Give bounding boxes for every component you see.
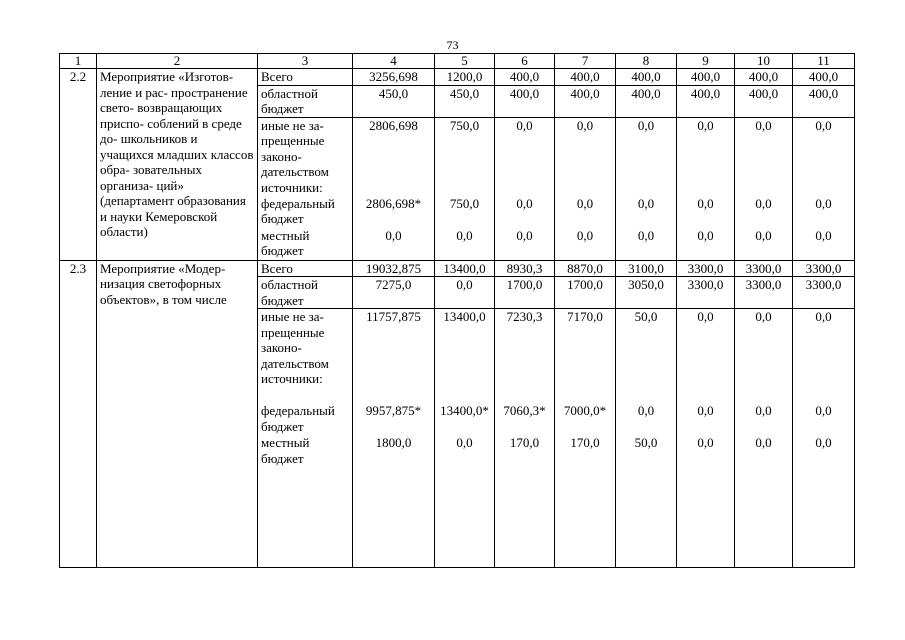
amount-cell: 0,0 [793, 196, 855, 228]
amount-cell: 400,0 [793, 69, 855, 86]
item-number: 2.3 [60, 260, 97, 568]
amount-cell: 8930,3 [495, 260, 555, 277]
amount-cell: 0,0 [735, 196, 793, 228]
amount-cell: 0,0 [353, 228, 435, 261]
amount-cell: 0,0 [495, 228, 555, 261]
amount-cell: 8870,0 [555, 260, 616, 277]
funding-source: местный бюджет [258, 228, 353, 261]
amount-cell: 0,0 [616, 403, 677, 435]
amount-cell: 0,0 [735, 435, 793, 568]
table-header [60, 54, 855, 69]
amount-cell: 450,0 [353, 85, 435, 117]
funding-source: Всего [258, 69, 353, 86]
amount-cell: 0,0 [435, 435, 495, 568]
amount-cell: 400,0 [735, 85, 793, 117]
header-cell: 5 [435, 54, 495, 69]
amount-cell: 2806,698* [353, 196, 435, 228]
amount-cell: 3300,0 [677, 260, 735, 277]
amount-cell: 0,0 [677, 228, 735, 261]
amount-cell: 7060,3* [495, 403, 555, 435]
table-row [60, 69, 855, 86]
amount-cell: 7275,0 [353, 277, 435, 309]
amount-cell: 0,0 [435, 277, 495, 309]
amount-cell: 0,0 [555, 196, 616, 228]
amount-cell: 9957,875* [353, 403, 435, 435]
amount-cell: 400,0 [735, 69, 793, 86]
header-cell: 6 [495, 54, 555, 69]
amount-cell: 7170,0 [555, 309, 616, 404]
funding-source: иные не за- прещенные законо- дательством источники: [258, 117, 353, 196]
amount-cell: 0,0 [677, 196, 735, 228]
amount-cell: 170,0 [495, 435, 555, 568]
amount-cell: 400,0 [793, 85, 855, 117]
funding-source: иные не за- прещенные законо- дательством источники: [258, 309, 353, 404]
table-body [60, 69, 855, 568]
amount-cell: 0,0 [677, 435, 735, 568]
budget-table [59, 53, 855, 568]
amount-cell: 0,0 [616, 117, 677, 196]
item-name: Мероприятие «Модер- низация светофорных объектов», в том числе [97, 260, 258, 568]
amount-cell: 0,0 [616, 196, 677, 228]
amount-cell: 13400,0 [435, 309, 495, 404]
amount-cell: 400,0 [616, 85, 677, 117]
amount-cell: 3300,0 [793, 260, 855, 277]
amount-cell: 7000,0* [555, 403, 616, 435]
amount-cell: 3256,698 [353, 69, 435, 86]
header-cell: 1 [60, 54, 97, 69]
amount-cell: 0,0 [793, 403, 855, 435]
header-cell: 11 [793, 54, 855, 69]
amount-cell: 400,0 [555, 69, 616, 86]
item-number: 2.2 [60, 69, 97, 261]
amount-cell: 11757,875 [353, 309, 435, 404]
header-cell: 3 [258, 54, 353, 69]
amount-cell: 170,0 [555, 435, 616, 568]
amount-cell: 1800,0 [353, 435, 435, 568]
header-cell: 10 [735, 54, 793, 69]
amount-cell: 0,0 [495, 117, 555, 196]
amount-cell: 750,0 [435, 196, 495, 228]
item-name: Мероприятие «Изготов- ление и рас- пространение свето- возвращающих приспо- соблений в среде до- школьников и учащихся младших классов обра- зовательных организа- ций» (департамент образования и науки Кемеровской области) [97, 69, 258, 261]
amount-cell: 1700,0 [555, 277, 616, 309]
page-number: 73 [446, 38, 459, 52]
amount-cell: 13400,0 [435, 260, 495, 277]
amount-cell: 0,0 [555, 228, 616, 261]
funding-source: федеральный бюджет [258, 403, 353, 435]
table-row [60, 260, 855, 277]
amount-cell: 3300,0 [793, 277, 855, 309]
amount-cell: 3300,0 [735, 277, 793, 309]
amount-cell: 0,0 [435, 228, 495, 261]
amount-cell: 400,0 [677, 69, 735, 86]
amount-cell: 0,0 [555, 117, 616, 196]
funding-source: областной бюджет [258, 277, 353, 309]
amount-cell: 0,0 [677, 117, 735, 196]
amount-cell: 2806,698 [353, 117, 435, 196]
amount-cell: 19032,875 [353, 260, 435, 277]
header-cell: 2 [97, 54, 258, 69]
amount-cell: 450,0 [435, 85, 495, 117]
amount-cell: 0,0 [793, 228, 855, 261]
amount-cell: 7230,3 [495, 309, 555, 404]
header-cell: 9 [677, 54, 735, 69]
amount-cell: 0,0 [793, 309, 855, 404]
amount-cell: 0,0 [793, 117, 855, 196]
amount-cell: 13400,0* [435, 403, 495, 435]
amount-cell: 400,0 [677, 85, 735, 117]
header-cell: 8 [616, 54, 677, 69]
amount-cell: 3050,0 [616, 277, 677, 309]
amount-cell: 0,0 [735, 228, 793, 261]
amount-cell: 750,0 [435, 117, 495, 196]
amount-cell: 400,0 [555, 85, 616, 117]
amount-cell: 50,0 [616, 435, 677, 568]
amount-cell: 0,0 [735, 403, 793, 435]
funding-source: Всего [258, 260, 353, 277]
amount-cell: 0,0 [677, 309, 735, 404]
amount-cell: 1200,0 [435, 69, 495, 86]
amount-cell: 50,0 [616, 309, 677, 404]
amount-cell: 400,0 [495, 85, 555, 117]
amount-cell: 0,0 [677, 403, 735, 435]
funding-source: местный бюджет [258, 435, 353, 568]
header-cell: 4 [353, 54, 435, 69]
funding-source: областной бюджет [258, 85, 353, 117]
amount-cell: 0,0 [793, 435, 855, 568]
amount-cell: 3100,0 [616, 260, 677, 277]
amount-cell: 0,0 [735, 309, 793, 404]
amount-cell: 0,0 [495, 196, 555, 228]
funding-source: федеральный бюджет [258, 196, 353, 228]
amount-cell: 0,0 [616, 228, 677, 261]
amount-cell: 1700,0 [495, 277, 555, 309]
amount-cell: 3300,0 [677, 277, 735, 309]
header-cell: 7 [555, 54, 616, 69]
amount-cell: 0,0 [735, 117, 793, 196]
amount-cell: 400,0 [616, 69, 677, 86]
amount-cell: 400,0 [495, 69, 555, 86]
amount-cell: 3300,0 [735, 260, 793, 277]
